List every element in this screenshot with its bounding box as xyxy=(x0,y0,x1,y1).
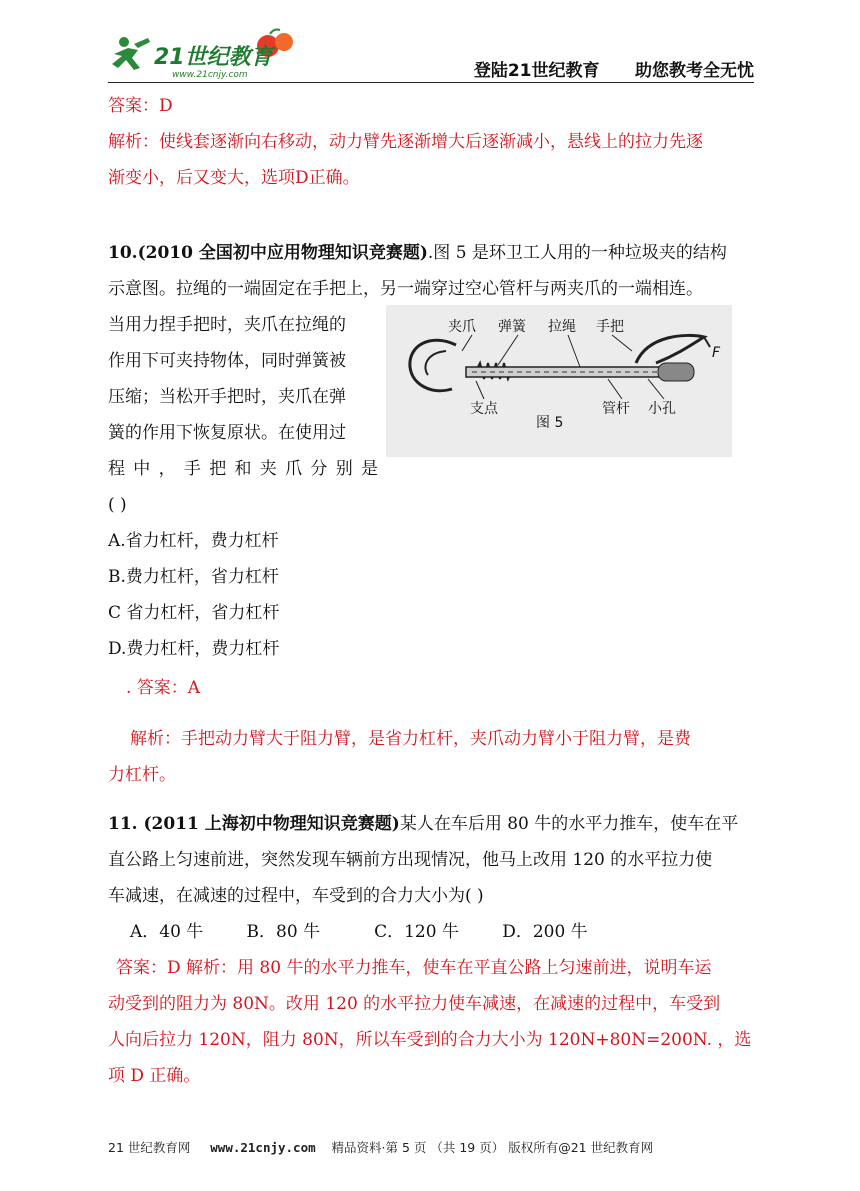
label-spring: 弹簧 xyxy=(498,319,526,335)
q10-line-4: 作用下可夹持物体，同时弹簧被 xyxy=(108,351,346,371)
footer-url-link[interactable]: www.21cnjy.com xyxy=(210,1140,316,1155)
q11-answer-line-2: 动受到的阻力为 80N。改用 120 的水平拉力使车减速，在减速的过程中，车受到 xyxy=(108,994,721,1014)
figure-caption: 图 5 xyxy=(536,415,564,431)
q11-source: 11. (2011 上海初中物理知识竞赛题) xyxy=(108,814,400,834)
q10-source: 10.(2010 全国初中应用物理知识竞赛题) xyxy=(108,243,428,263)
q10-analysis-line-1: 解析：手把动力臂大于阻力臂，是省力杠杆，夹爪动力臂小于阻力臂，是费 xyxy=(130,729,691,749)
q10-line-5: 压缩；当松开手把时，夹爪在弹 xyxy=(108,387,346,407)
q9-analysis-line-1: 解析：使线套逐渐向右移动，动力臂先逐渐增大后逐渐减小，悬线上的拉力先逐 xyxy=(108,132,703,152)
q10-option-c: C 省力杠杆，省力杠杆 xyxy=(108,603,280,623)
page-header xyxy=(108,28,754,83)
q11-options: A．40 牛 B．80 牛 C．120 牛 D．200 牛 xyxy=(130,922,588,942)
site-logo[interactable] xyxy=(108,28,308,82)
q11-line-3: 车减速，在减速的过程中，车受到的合力大小为( ) xyxy=(108,886,484,906)
q11-answer-line-1: 答案：D 解析：用 80 牛的水平力推车，使车在平直公路上匀速前进，说明车运 xyxy=(116,958,712,978)
q10-line-3: 当用力捏手把时，夹爪在拉绳的 xyxy=(108,315,346,335)
label-handle: 手把 xyxy=(596,319,624,335)
q11-line-1: 11. (2011 上海初中物理知识竞赛题)某人在车后用 80 牛的水平力推车，使车在平 xyxy=(108,814,739,834)
figure-5-trash-grabber xyxy=(386,305,732,457)
q10-option-d: D.费力杠杆，费力杠杆 xyxy=(108,639,280,659)
q10-analysis-line-2: 力杠杆。 xyxy=(108,765,176,785)
logo-text: 21世纪教育 xyxy=(154,45,273,70)
q11-answer-line-4: 项 D 正确。 xyxy=(108,1066,201,1086)
page-footer xyxy=(108,1138,754,1156)
label-small-hole: 小孔 xyxy=(648,401,676,417)
q10-option-a: A.省力杠杆，费力杠杆 xyxy=(108,531,279,551)
q10-line-6: 簧的作用下恢复原状。在使用过 xyxy=(108,423,346,443)
q9-answer: 答案：D xyxy=(108,96,173,116)
q10-blank: ( ) xyxy=(108,495,127,515)
label-force: F xyxy=(712,345,721,361)
q9-analysis-line-2: 渐变小，后又变大，选项D正确。 xyxy=(108,168,360,188)
q10-answer: . 答案：A xyxy=(126,678,201,698)
label-rope: 拉绳 xyxy=(548,319,576,335)
q10-line-7: 程中，手把和夹爪分别是 xyxy=(108,459,378,479)
runner-icon xyxy=(112,37,150,70)
footer-site: 21 世纪教育网 xyxy=(108,1140,191,1155)
logo-url: www.21cnjy.com xyxy=(172,70,248,80)
q10-line-1: 10.(2010 全国初中应用物理知识竞赛题).图 5 是环卫工人用的一种垃圾夹的结构 xyxy=(108,243,727,263)
label-tube: 管杆 xyxy=(602,401,630,417)
q11-line-2: 直公路上匀速前进，突然发现车辆前方出现情况，他马上改用 120 的水平拉力使 xyxy=(108,850,713,870)
q11-answer-line-3: 人向后拉力 120N，阻力 80N，所以车受到的合力大小为 120N+80N=200N. ，选 xyxy=(108,1030,752,1050)
footer-page-info: 精品资料·第 5 页 （共 19 页） 版权所有@21 世纪教育网 xyxy=(331,1140,654,1155)
header-slogan: 登陆21世纪教育 助您教考全无忧 xyxy=(473,61,754,81)
label-fulcrum: 支点 xyxy=(470,401,498,417)
q10-option-b: B.费力杠杆，省力杠杆 xyxy=(108,567,279,587)
label-claw: 夹爪 xyxy=(448,319,476,335)
q10-line-2: 示意图。拉绳的一端固定在手把上，另一端穿过空心管杆与两夹爪的一端相连。 xyxy=(108,279,703,299)
